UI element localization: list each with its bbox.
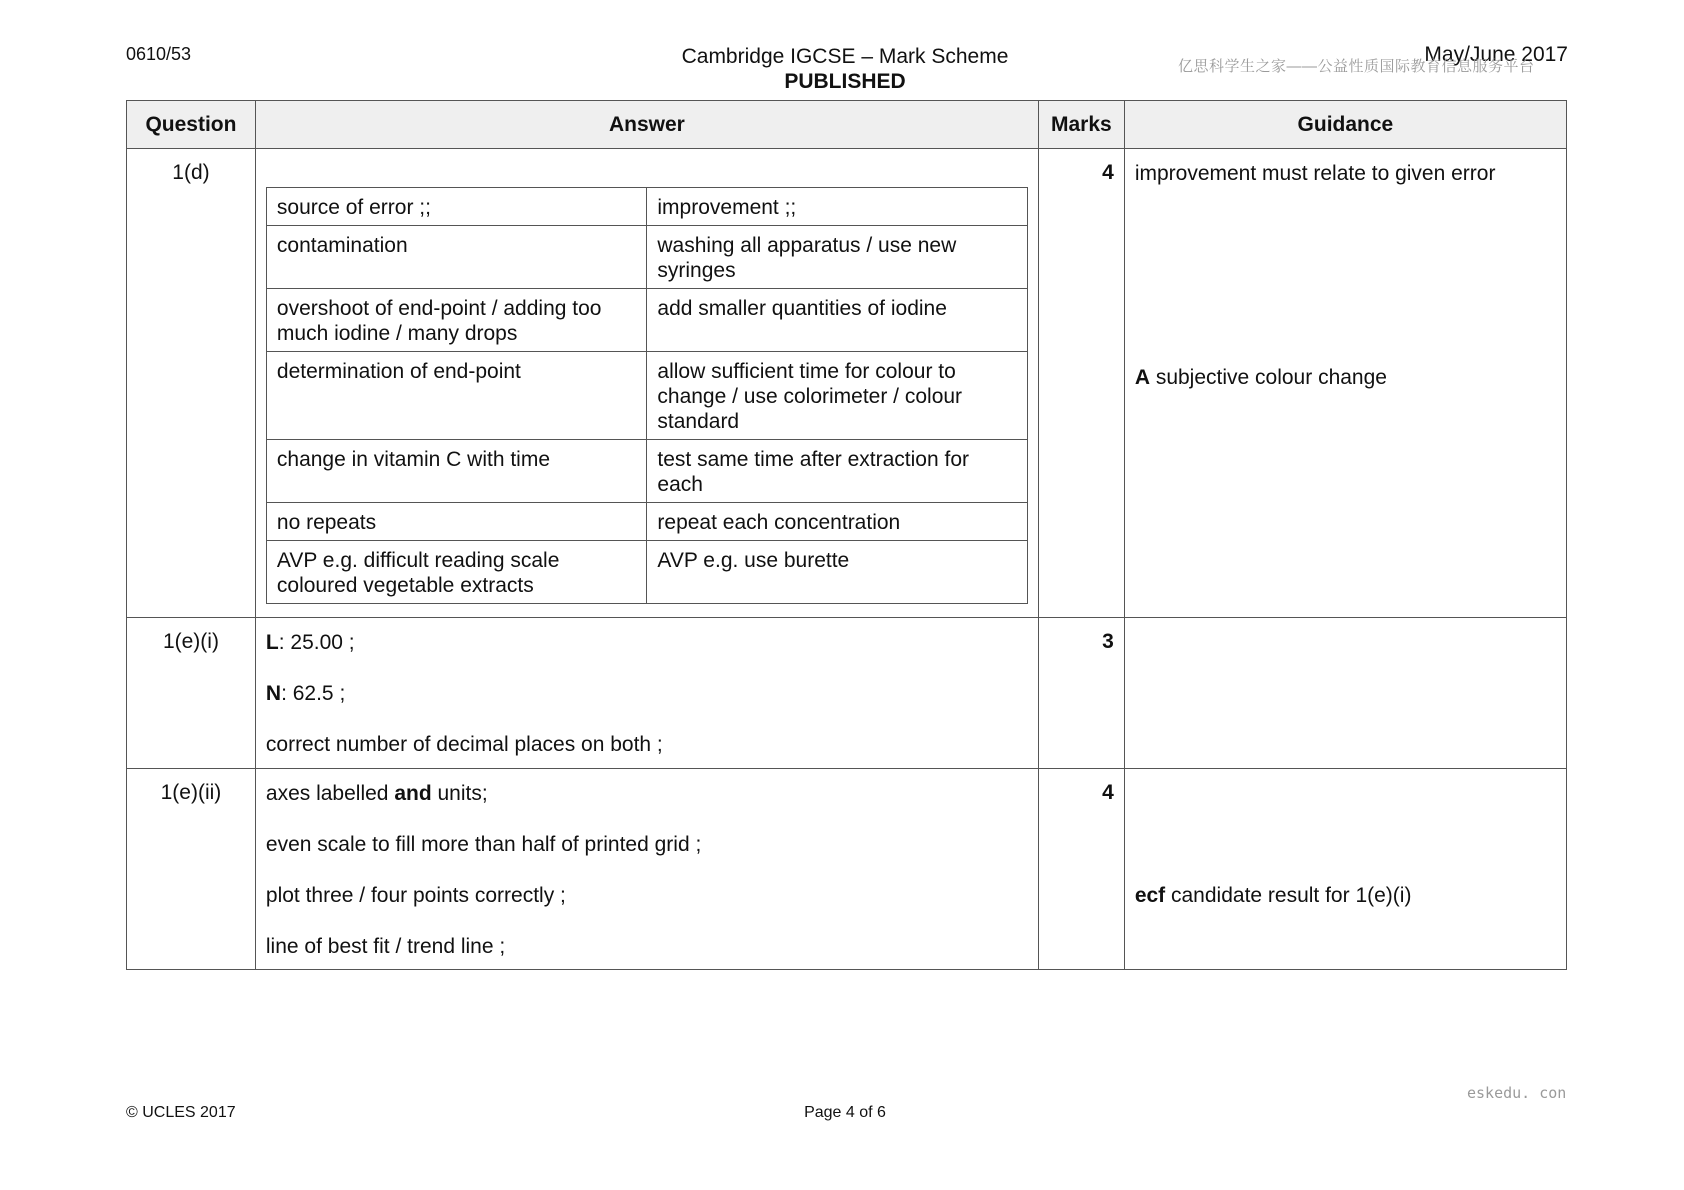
question-number: 1(e)(ii) [127,769,256,970]
marks-value: 4 [1038,149,1124,618]
answer-bold: and [394,782,432,805]
header-answer: Answer [255,101,1038,149]
answer-text: : 25.00 ; [278,631,355,654]
inner-cell: AVP e.g. use burette [647,541,1028,604]
guidance-line [1135,883,1556,908]
answer-bold: N [265,682,282,705]
inner-row [266,440,1027,503]
inner-cell: determination of end-point [266,352,647,440]
error-improvement-table [266,187,1028,604]
page-number: Page 4 of 6 [804,1104,886,1121]
inner-cell: repeat each concentration [647,503,1028,541]
answer-line: line of best fit / trend line ; [265,935,506,958]
inner-row [266,541,1027,604]
answer-bold: L [265,631,279,654]
inner-cell: improvement ;; [647,188,1028,226]
inner-row [266,503,1027,541]
inner-cell: add smaller quantities of iodine [647,289,1028,352]
table-row [127,769,1567,970]
inner-cell: allow sufficient time for colour to change / use colorimeter / colour standard [647,352,1028,440]
marks-value: 4 [1038,769,1124,970]
marks-value: 3 [1038,618,1124,769]
answer-line [266,781,1028,806]
mark-scheme-table [126,100,1567,970]
table-header-row [127,101,1567,149]
inner-row [266,188,1027,226]
inner-cell: overshoot of end-point / adding too much iodine / many drops [266,289,647,352]
inner-row [266,226,1027,289]
inner-cell: change in vitamin C with time [266,440,647,503]
answer-line [266,681,1028,706]
exam-session: May/June 2017 [1424,43,1568,66]
header-guidance: Guidance [1124,101,1566,149]
question-number: 1(e)(i) [127,618,256,769]
table-row [127,149,1567,618]
answer-text: units; [431,782,488,805]
watermark-text: 亿思科学生之家——公益性质国际教育信息服务平台 [1178,58,1535,75]
inner-cell: contamination [266,226,647,289]
question-number: 1(d) [127,149,256,618]
guidance-cell [1124,769,1566,970]
answer-cell [255,149,1038,618]
site-watermark: eskedu. con [1467,1084,1567,1102]
guidance-line [1135,365,1556,390]
guidance-bold: A [1134,366,1150,389]
inner-row [266,352,1027,440]
inner-cell: test same time after extraction for each [647,440,1028,503]
inner-cell: AVP e.g. difficult reading scale coloured vegetable extracts [266,541,647,604]
guidance-cell [1124,618,1566,769]
inner-cell: no repeats [266,503,647,541]
guidance-line: improvement must relate to given error [1134,162,1496,185]
answer-text: axes labelled [265,782,395,805]
paper-code: 0610/53 [126,44,192,64]
inner-row [266,289,1027,352]
header-marks: Marks [1038,101,1124,149]
table-row [127,618,1567,769]
answer-line [266,630,1028,655]
answer-line: even scale to fill more than half of printed grid ; [265,833,702,856]
guidance-text: subjective colour change [1149,366,1387,389]
answer-line: plot three / four points correctly ; [265,884,566,907]
answer-cell [255,618,1038,769]
header-question: Question [127,101,256,149]
document-title: Cambridge IGCSE – Mark Scheme [681,45,1009,68]
inner-cell: source of error ;; [266,188,647,226]
answer-text: : 62.5 ; [281,682,346,705]
answer-cell [255,769,1038,970]
inner-cell: washing all apparatus / use new syringes [647,226,1028,289]
answer-line: correct number of decimal places on both ; [265,733,663,756]
published-label: PUBLISHED [784,70,906,93]
copyright: © UCLES 2017 [126,1104,236,1121]
guidance-text: candidate result for 1(e)(i) [1165,884,1412,907]
document-title-block [600,44,1090,94]
guidance-bold: ecf [1134,884,1166,907]
guidance-cell [1124,149,1566,618]
